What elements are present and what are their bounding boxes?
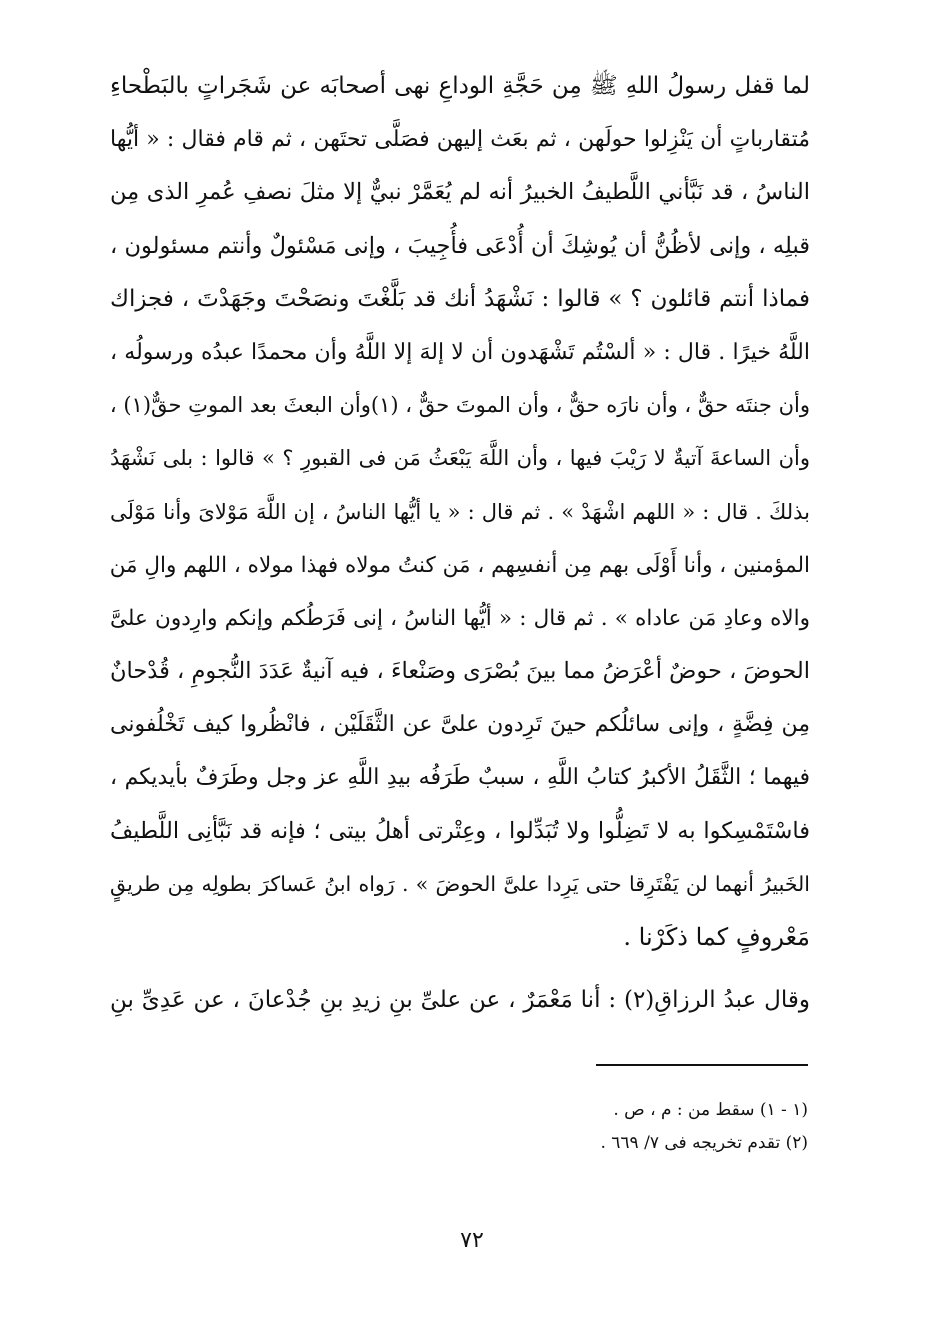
text-line-14: فيهما ؛ الثَّقَلُ الأكبرُ كتابُ اللَّهِ ، سببٌ طَرَفُه بيدِ اللَّهِ عز وجل وطَرَفٌ بأيديكم ، (110, 765, 810, 791)
paragraph-gap (110, 964, 810, 974)
text-line-1: لما قفل رسولُ اللهِ ﷺ مِن حَجَّةِ الوداعِ نهى أصحابَه عن شَجَراتٍ بالبَطْحاءِ (110, 73, 810, 99)
footnote-1: (١ - ١) سقط من : م ، ص . (613, 1100, 808, 1120)
text-line-13: مِن فِضَّةٍ ، وإنى سائلُكم حينَ تَرِدون علىَّ عن الثَّقَلَيْن ، فانْظُروا كيف تَخْلُفونى (110, 712, 810, 738)
text-line-10: المؤمنين ، وأنا أَوْلَى بهم مِن أنفسِهم ، مَن كنتُ مولاه فهذا مولاه ، اللهم والِ مَن (109, 552, 810, 578)
text-line-9: بذلكَ . قال : « اللهم اشْهَدْ » . ثم قال : « يا أيُّها الناسُ ، إن اللَّهَ مَوْلاىَ وأنا مَوْلَى (110, 499, 810, 524)
footnote-separator (596, 1064, 808, 1066)
text-line-2: مُتقارباتٍ أن يَنْزِلوا حولَهن ، ثم بعَث إليهن فصَلَّى تحتَهن ، ثم قام فقال : « أيُّها (110, 127, 810, 153)
text-line-11: والاه وعادِ مَن عاداه » . ثم قال : « أيُّها الناسُ ، إنى فَرَطُكم وإنكم وارِدون علىَّ (110, 605, 810, 631)
text-line-17: مَعْروفٍ كما ذكَرْنا . (623, 923, 810, 951)
text-line-8: وأن الساعةَ آتيةٌ لا رَيْبَ فيها ، وأن اللَّهَ يَبْعَثُ مَن فى القبورِ ؟ » قالوا : بلى نَشْهَدُ (110, 446, 810, 471)
text-line-4: قبلِه ، وإنى لأظُنُّ أن يُوشِكَ أن أُدْعَى فأُجِيبَ ، وإنى مَسْئولٌ وأنتم مسئولون ، (110, 232, 810, 259)
text-line-16: الخَبيرُ أنهما لن يَفْتَرِقا حتى يَرِدا علىَّ الحوضَ » . رَواه ابنُ عَساكرَ بطولِه مِن طريقٍ (110, 871, 810, 896)
footnote-2: (٢) تقدم تخريجه فى ٧/ ٦٦٩ . (600, 1133, 808, 1153)
text-line-7: وأن جنتَه حقٌّ ، وأن نارَه حقٌّ ، وأن الموتَ حقٌّ ، (١)وأن البعثَ بعد الموتِ حقٌّ(١) ، (109, 393, 810, 418)
text-line-18: وقال عبدُ الرزاقِ(٢) : أنا مَعْمَرٌ ، عن علىِّ بنِ زيدِ بنِ جُدْعانَ ، عن عَدِىِّ بنِ (110, 987, 810, 1014)
main-text (110, 60, 810, 1027)
footnotes (300, 1094, 808, 1160)
text-line-12: الحوضَ ، حوضٌ أعْرَضُ مما بينَ بُصْرَى وصَنْعاءَ ، فيه آنيةٌ عَدَدَ النُّجومِ ، قُدْحانٌ (110, 658, 810, 685)
page-number: ٧٢ (460, 1228, 484, 1253)
text-line-5: فماذا أنتم قائلون ؟ » قالوا : نَشْهَدُ أنك قد بَلَّغْتَ ونصَحْتَ وجَهَدْتَ ، فجزاك (110, 285, 810, 312)
text-line-3: الناسُ ، قد نَبَّأني اللَّطيفُ الخبيرُ أنه لم يُعَمَّرْ نبيٌّ إلا مثلَ نصفِ عُمرِ الذى مِن (110, 179, 810, 206)
text-line-15: فاسْتَمْسِكوا به لا تَضِلُّوا ولا تُبَدِّلوا ، وعِتْرتى أهلُ بيتى ؛ فإنه قد نَبَّأنِى اللَّطيفُ (110, 817, 810, 844)
text-line-6: اللَّهُ خيرًا . قال : « ألسْتُم تَشْهَدون أن لا إلهَ إلا اللَّهُ وأن محمدًا عبدُه ورسولُه ، (110, 339, 810, 365)
